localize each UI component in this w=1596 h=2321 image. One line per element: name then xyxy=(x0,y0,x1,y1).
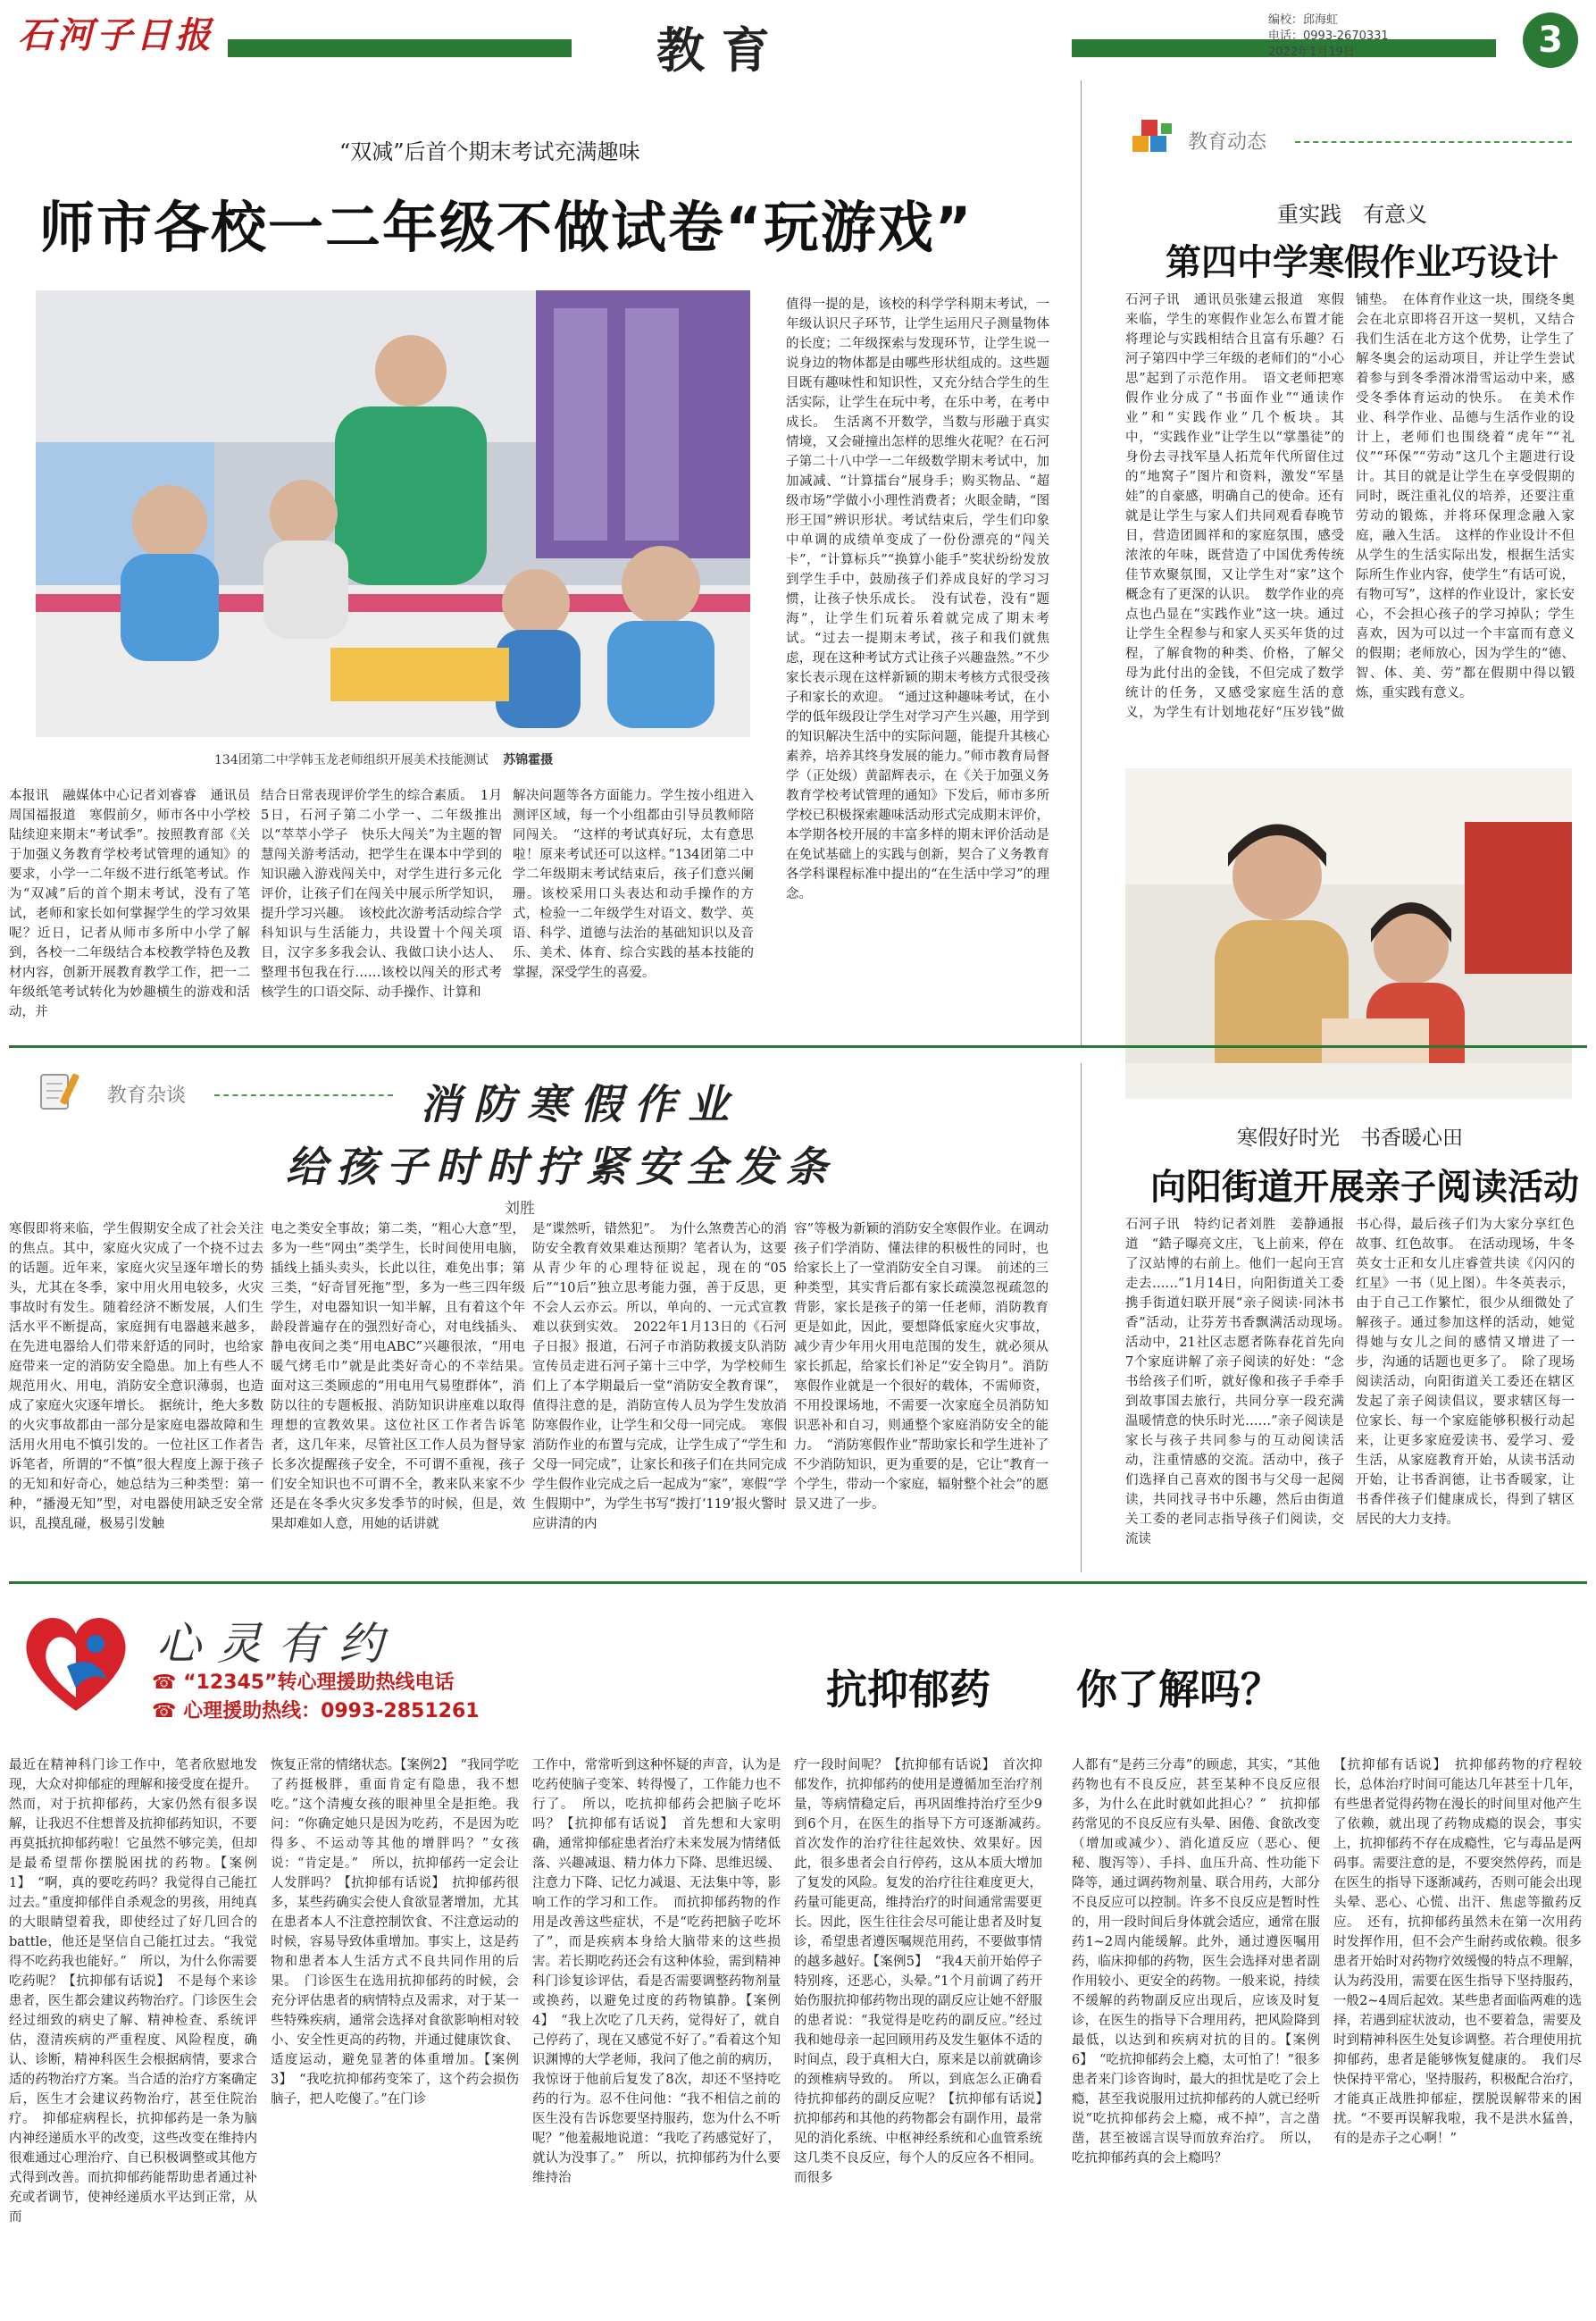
phone-icon-2: ☎ xyxy=(152,1700,184,1722)
news-col-2: 铺垫。 在体育作业这一块，围绕冬奥会在北京即将召开这一契机，又结合我们生活在北方这个优势，让学生了解冬奥会的运动项目，并让学生尝试着参与到冬季滑冰滑雪运动中来，感受冬季体育运动的快乐。 在美术作业、科学作业、品德与生活作业的设计上，老师们也围绕着“虎年”“礼仪”“环保”“劳动”这几个主题进行设计。其目的就是让学生在享受假期的同时，既注重礼仪的培养，还要注重劳动的锻炼，并将环保理念融入家庭，融入生活。 这样的作业设计不但从学生的生活实际出发，根据生活实际所生作业内容，使学生“有话可说，有物可写”，这样的作业设计，家长安心，不会担心孩子的学习掉队；学生喜欢，因为可以过一个丰富而有意义的假期；老师放心，因为学生的“德、智、体、美、劳”都在假期中得以锻炼，重实践有意义。 xyxy=(1356,293,1575,700)
psych-col-2: 恢复正常的情绪状态。【案例2】 “我同学吃了药挺极胖，重面肯定有隐患，我不想吃。”这个清瘦女孩的眼神里全是拒绝。我问：“你确定她只是因为吃药，不是因为吃得多、不运动等其他的增胖吗？”女孩说：“肯定是。” 所以，抗抑郁药一定会让人发胖吗？【抗抑郁有话说】 抗抑郁药很多，某些药确实会使人食欲显著增加，尤其在患者本人不注意控制饮食、不注意运动的时候，容易导致体重增加。事实上，这是药物和患者本人生活方式不良共同作用的后果。 门诊医生在选用抗抑郁药的时候，会充分评估患者的病情特点及需求，对于某一些特殊疾病，通常会选择对食欲影响相对较小、安全性更高的药物，并通过健康饮食、适度运动，避免显著的体重增加。【案例3】 “我吃抗抑郁药变笨了，这个药会损伤脑子，把人吃傻了。”在门诊 xyxy=(271,1758,519,2107)
fire-column-title: 教育杂谈 xyxy=(107,1085,187,1107)
fire-headline-line1: 消防寒假作业 xyxy=(420,1080,741,1128)
reading-photo xyxy=(1125,768,1572,1099)
fire-column-header xyxy=(36,1068,393,1114)
psych-headline-a: 抗抑郁药 xyxy=(826,1665,990,1714)
notepad-pencil-icon xyxy=(36,1068,82,1114)
fire-col-3: 是“谍然听，错然犯”。 为什么煞费苦心的消防安全教育效果难达预期？笔者认为，这要从青少年的心理特征说起，现在的“05后”“10后”独立思考能力强，善于反思，更不会人云亦云。所以，单向的、一元式宣教难以获到实效。 2022年1月13日的《石河子日报》报道，石河子市消防救援支队消防宣传员走进石河子第十三中学，为学校师生们上了本学期最后一堂“消防安全教育课”，值得注意的是，消防宣传人员为学生发放消防寒假作业，让学生和父母一同完成。 寒假消防作业的布置与完成，让学生成了“学生和父母一同完成”，让家长和孩子们在共同完成学生假作业完成之后一起成为“家”，寒假“学生假期中”，为学生书写“拨打‘119’报火警时应讲清的内 xyxy=(532,1222,787,1531)
phone-line: 电话：0993-2670331 xyxy=(1268,29,1389,43)
parent-child-reading-illustration xyxy=(1125,768,1572,1099)
hotline-2-text: 心理援助热线：0993-2851261 xyxy=(183,1700,480,1722)
main-col-1: 本报讯 融媒体中心记者刘睿睿 通讯员周国福报道 寒假前夕，师市各中小学校陆续迎来期末“考试季”。按照教育部《关于加强义务教育学校考试管理的通知》的要求，小学一二年级不进行纸笔考试。作为“双减”后的首个期末考试，没有了笔试，老师和家长如何掌握学生的学习效果呢？近日，记者从师市多所中小学了解到，各校一二年级结合本校教学特色及教材内容，创新开展教育教学工作，把一二年级纸笔考试转化为妙趣横生的游戏和活动，并 xyxy=(9,789,250,1019)
fire-byline: 刘胜 xyxy=(505,1200,535,1218)
news-column-dash xyxy=(1295,141,1572,143)
hotline-1-text: “12345”转心理援助热线电话 xyxy=(183,1672,455,1694)
reading-col-1: 石河子讯 特约记者刘胜 姜静通报道 “鋯子曝亮文庄，飞上前来，停在了汉站博的右前上。他们一起向王宫走去……”1月14日，向阳街道关工委携手街道妇联开展“亲子阅读·同沐书香”活动，让芬芳书香飘满活动现场。 活动中，21社区志愿者陈春花首先向7个家庭讲解了亲子阅读的好处：“念书给孩子们听，就好像和孩子手牵手到故事国去旅行，共同分享一段充满温暖情意的快乐时光……”亲子阅读是家长与孩子共同参与的互动阅读活动，注重情感的交流。活动中，孩子们选择自己喜欢的图书与父母一起阅读，共同找寻书中乐趣，然后由街道关工委的老同志指导孩子们阅读，交流读 xyxy=(1125,1218,1344,1546)
main-col-2: 结合日常表现评价学生的综合素质。 1月5日，石河子第二小学一、二年级推出以“萃萃小学子 快乐大闯关”为主题的智慧闯关游考活动，把学生在课本中学到的知识融入游戏闯关中，对学生进行多元化评价，让孩子们在闯关中展示所学知识，提升学习兴趣。 该校此次游考活动综合学科知识与生活能力，共设置十个闯关项目，汉字多多我会认、我做口诀小达人、整理书包我在行……该校以闯关的形式考核学生的口语交际、动手操作、计算和 xyxy=(261,789,502,1000)
lower-separator xyxy=(9,1581,1587,1584)
main-photo-credit: 苏锦霍摄 xyxy=(503,753,554,767)
psych-hotlines xyxy=(152,1669,480,1726)
classroom-photo-illustration xyxy=(36,290,750,737)
main-col-3: 解决问题等各方面能力。学生按小组进入测评区域，每一个小组都由引导员教师陪同闯关。 “这样的考试真好玩，太有意思啦！原来考试还可以这样。”134团第二中学二年级期末考试结束后，孩子们意兴阑珊。该校采用口头表达和动手操作的方式，检验一二年级学生对语文、数学、英语、科学、道德与法治的基础知识以及音乐、美术、体育、综合实践的基本技能的掌握，深受学生的喜爱。 xyxy=(513,789,754,980)
hotline-1 xyxy=(152,1669,480,1697)
main-kicker: “双减”后首个期末考试充满趣味 xyxy=(339,139,640,164)
psych-col-3: 工作中，常常听到这种怀疑的声音，认为是吃药使脑子变笨、转得慢了，工作能力也不行了。 所以，吃抗抑郁药会把脑子吃坏吗？【抗抑郁有话说】 首先想和大家明确，通常抑郁症患者治疗未来发展为情绪低落、兴趣减退、精力体力下降、思维迟缓、注意力下降、记忆力减退、无法集中等，影响工作的学习和工作。 而抗抑郁药物的作用是改善这些症状，不是“吃药把脑子吃坏了”，而是疾病本身给大脑带来的这些损害。若长期吃药还会有这种体验，需到精神科门诊复诊评估，看是否需要调整药物剂量或换药，以避免过度的药物镇静。【案例4】 “我上次吃了几天药，觉得好了，就自己停药了，现在又感觉不好了。”看着这个知识渊博的大学老师，我问了他之前的病历，我惊讶于他前后复发了8次，却还不坚持吃药的行为。忍不住问他：“我不相信之前的医生没有告诉您要坚持服药，您为什么不听呢？”他羞赧地说道：“我吃了药感觉好了，就认为没事了。” 所以，抗抑郁药为什么要维持治 xyxy=(532,1758,781,2185)
fire-col-2: 电之类安全事故；第二类，“粗心大意”型，多为一些“网虫”类学生，长时间使用电脑，插线上插头卖头，长此以往，难免出事；第三类，“好奇冒死拖”型，多为一些三四年级学生，对电器知识一知半解，且有着这个年龄段普遍存在的强烈好奇心，对电线插头、静电夜间之类“用电ABC”兴趣很浓，“用电暖气烤毛巾”就是此类好奇心的不幸结果。 面对这三类顾虑的“用电用气易堕群体”，消防以往的专题板报、消防知识讲座难以取得理想的宣教效果。这位社区工作者告诉笔者，这几年来，尽管社区工作人员为督导家长多次提醒孩子安全，不可谓不重视，孩子们安全知识也不可谓不全，教来队来家不少还是在冬季火灾多发季节的时候，但是，效果却难如人意，用她的话讲就 xyxy=(271,1222,525,1531)
section-title xyxy=(656,13,770,81)
news-kicker: 重实践 有意义 xyxy=(1277,202,1427,227)
hotline-2 xyxy=(152,1697,480,1726)
reading-headline: 向阳街道开展亲子阅读活动 xyxy=(1150,1167,1579,1208)
psych-col-4: 疗一段时间呢？【抗抑郁有话说】 首次抑郁发作，抗抑郁药的使用是遵循加至治疗剂量，等病情稳定后，再巩固维持治疗至少9到6个月，在医生的指导下方可逐渐减药。 首次发作的治疗往往起效快、效果好。因此，很多患者会自行停药，这从本质大增加了复发的风险。复发的治疗往往难度更大，药量可能更高，维持治疗的时间通常需要更长。因此，医生往往会尽可能让患者及时复诊，希望患者遵医嘱规范用药，不要做事情的越多越好。【案例5】 “我4天前开始停子特别疼，还恶心，头晕。”1个月前调了药开始伤服抗抑郁药物出现的副反应让她不舒服的患者说：“我觉得是吃药的副反应。”经过我和她母亲一起回顾用药及发生躯体不适的时间点，段于真相大白，原来是以前就确诊的颈椎病导致的。 所以，到底怎么正确看待抗抑郁药的副反应呢？【抗抑郁有话说】 抗抑郁药和其他的药物都会有副作用，最常见的消化系统、中枢神经系统和心血管系统这几类不良反应，每个人的反应各不相同。而很多 xyxy=(794,1758,1042,2185)
fire-col-1: 寒假即将来临，学生假期安全成了社会关注的焦点。其中，家庭火灾成了一个挠不过去的话题。近年来，家庭火灾呈逐年增长的势头，尤其在冬季，家中用火用电较多，火灾事故时有发生。随着经济不断发展，人们生活水平不断提高，家庭拥有电器越来越多，在先进电器给人们带来舒适的同时，也给家庭带来一定的消防安全隐患。加上有些人不规范用火、用电，消防安全意识薄弱，也造成了家庭火灾逐年增长。 据统计，绝大多数的火灾事故都由一部分是家庭电器故障和生活用火用电不慎引发的。一位社区工作者告诉笔者，所谓的“不慎”很大程度上源于孩子的无知和好奇心，她总结为三种类型：第一种，“播漫无知”型，对电器使用缺乏安全常识，乱摸乱碰，极易引发触 xyxy=(9,1222,263,1531)
psych-logo-title: 心灵有约 xyxy=(156,1618,399,1670)
main-photo-caption xyxy=(214,750,553,768)
main-photo xyxy=(36,290,750,737)
news-col-1: 石河子讯 通讯员张建云报道 寒假来临，学生的寒假作业怎么布置才能将理论与实践相结合且富有乐趣？石河子第四中学三年级的老师们的“小心思”起到了示范作用。 语文老师把寒假作业分成了“书面作业”“通读作业”和“实践作业”几个板块。其中，“实践作业”让学生以“掌墨徒”的身份去寻找军垦人拓荒年代所留住过的“地窝子”图片和资料，激发“军垦娃”的自豪感，明确自己的使命。还有就是让学生与家人们共同观看春晚节目，营造团圆祥和的家庭氛围，感受浓浓的年味，既营造了中国优秀传统佳节欢聚氛围，又让学生对“家”这个概念有了更深的认识。 数学作业的亮点也凸显在“实践作业”这一块。通过让学生全程参与和家人买买年货的过程，了解食物的种类、价格，了解父母为此付出的金钱，不但完成了数学统计的任务，又感受家庭生活的意义，为学生有计划地花好“压岁钱”做 xyxy=(1125,293,1344,719)
main-headline: 师市各校一二年级不做试卷“玩游戏” xyxy=(39,195,973,260)
reading-kicker: 寒假好时光 书香暖心田 xyxy=(1237,1127,1463,1150)
paper-logo: 石河子日报 xyxy=(18,14,214,56)
main-photo-caption-text: 134团第二中学韩玉龙老师组织开展美术技能测试 xyxy=(214,753,489,767)
main-col-4: 值得一提的是，该校的科学学科期末考试，一年级认识尺子环节，让学生运用尺子测量物体的长度；二年级探索与发现环节，让学生说一说身边的物体都是由哪些形状组成的。这些题目既有趣味性和知识性，又充分结合学生的生活实际，让学生在玩中考，在乐中考，在考中成长。 生活离不开数学，当数与形融于真实情境，又会碰撞出怎样的思维火花呢？在石河子第二十八中学一二年级数学期末考试中，加加减减、“计算擂台”展身手；购买物品、“超级市场”学做小小理性消费者；火眼金睛，“图形王国”辨识形状。考试结束后，学生们印象中单调的成绩单变成了一份份漂亮的“闯关卡”，“计算标兵”“换算小能手”奖状纷纷发放到学生手中，鼓励孩子们养成良好的学习习惯，让孩子快乐成长。 没有试卷，没有“题海”，让学生们玩着乐着就完成了期末考试。“过去一提期末考试，孩子和我们就焦虑，现在这种考试方式让孩子兴趣盎然。”不少家长表示现在这样新颖的期末考核方式很受孩子和家长的欢迎。 “通过这种趣味考试，在小学的低年级段让学生对学习产生兴趣，用学到的知识解决生活中的实际问题，能提升其核心素养，培养其终身发展的能力。”师市教育局督学（正处级）黄韶辉表示，在《关于加强义务教育学校考试管理的通知》下发后，师市多所学校已积极探索趣味活动形式完成期末评价，本学期各校开展的丰富多样的期末评价活动是在免试基础上的实践与创新，契合了义务教育各学科课程标准中提出的“在生活中学习”的理念。 xyxy=(786,297,1049,901)
fire-headline-line2: 给孩子时时拧紧安全发条 xyxy=(286,1143,836,1191)
editor-line: 编校：邱海虹 xyxy=(1268,13,1339,27)
psych-headline-b: 你了解吗？ xyxy=(1076,1665,1282,1714)
psych-col-5: 人都有“是药三分毒”的顾虑，其实，“其他药物也有不良反应，甚至某种不良反应很多，为什么在此时就如此担心？” 抗抑郁药常见的不良反应有头晕、困倦、食欲改变（增加或减少）、消化道反应（恶心、便秘、腹泻等）、手抖、血压升高、性功能下降等，通过调药物剂量、联合用药，大部分不良反应可以控制。许多不良反应是暂时性的，用一段时间后身体就会适应，通常在服药1~2周内能缓解。此外，通过遵医嘱用药，临床抑郁的药物，医生会选择对患者副作用较小、更安全的药物。一般来说，持续不缓解的药物副反应出现后，应该及时复诊，在医生的指导下合理用药，把风险降到最低，以达到和疾病对抗的目的。【案例6】 “吃抗抑郁药会上瘾，太可怕了！”很多患者来门诊咨询时，最大的担忧是吃了会上瘾，甚至我说服用过抗抑郁药的人就已经听说“吃抗抑郁药会上瘾，戒不掉”，言之凿凿，甚至被谣言误导而放弃治疗。 所以，吃抗抑郁药真的会上瘾吗？ xyxy=(1072,1758,1320,2166)
reading-col-2: 书心得，最后孩子们为大家分享红色故事、红色故事。 在活动现场，牛冬英女士正和女儿庄睿萱共读《闪闪的红星》一书（见上图）。牛冬英表示，由于自己工作繁忙，很少从细微处了解孩子。通过参加这样的活动，她觉得她与女儿之间的感情又增进了一步，沟通的话题也更多了。 除了现场阅读活动，向阳街道关工委还在辖区发起了亲子阅读倡议，要求辖区每一位家长、每一个家庭能够积极行动起来，让更多家庭爱读书、爱学习、爱生活，从家庭教育开始，从读书活动开始，让书香润德，让书香暖家，让书香伴孩子们健康成长，得到了辖区居民的大力支持。 xyxy=(1356,1218,1575,1527)
section-title-text: 教 育 xyxy=(656,21,770,79)
psych-col-1: 最近在精神科门诊工作中，笔者欣慰地发现，大众对抑郁症的理解和接受度在提升。然而，对于抗抑郁药，大家仍然有很多误解，让我迟不住想普及抗抑郁药知识，不要再莫抵抗抑郁药啦！它虽然不够完美，但却是最希望帮你摆脱困扰的药物。【案例1】 “啊，真的要吃药吗？我觉得自己能扛过去。”重度抑郁伴自杀观念的男孩，用纯真的大眼睛望着我，即使经过了好几回合的battle，他还是坚信自己能扛过去。“我觉得不吃药我也能好。” 所以，为什么你需要吃药呢？【抗抑郁有话说】 不是每个来诊患者，医生都会建议药物治疗。门诊医生会经过细致的病史了解、精神检查、系统评估，澄清疾病的严重程度、风险程度，确认、诊断，精神科医生会根据病情，要求合适的药物治疗方案。当合适的治疗方案确定后，医生才会建议药物治疗，甚至住院治疗。 抑郁症病程长，抗抑郁药是一条为脑内神经递质水平的改变，这些改变在维持内很难通过心理治疗、自已积极调整或其他方式得到改善。而抗抑郁药能帮助患者通过补充或者调节，使神经递质水平达到正常，从而 xyxy=(9,1758,257,2225)
phone-icon: ☎ xyxy=(152,1672,184,1694)
news-column-title: 教育动态 xyxy=(1188,131,1267,154)
fire-column-dash xyxy=(214,1094,393,1096)
psych-col-6: 【抗抑郁有话说】 抗抑郁药物的疗程较长，总体治疗时间可能达几年甚至十几年，有些患者觉得药物在漫长的时间里对他产生了依赖，就出现了药物成瘾的误会，事实上，抗抑郁药不存在成瘾性，它与毒品是两码事。需要注意的是，不要突然停药，而是在医生的指导下逐渐减药，否则可能会出现头晕、恶心、心慌、出汗、焦虑等撤药反应。 还有，抗抑郁药虽然未在第一次用药时发挥作用，但不会产生耐药或依赖。很多患者开始时对药物疗效缓慢的特点不理解，认为药没用，需要在医生指导下坚持服药，一般2~4周后起效。某些患者面临两难的选择，若遇到症状波动，也不要着急，需要及时到精神科医生处复诊调整。若合理使用抗抑郁药，患者是能够恢复健康的。 我们尽快保持平常心，坚持服药，积极配合治疗，才能真正战胜抑郁症，摆脱误解带来的困扰。“不要再误解我啦，我不是洪水猛兽，有的是赤子之心啊！” xyxy=(1333,1758,1582,2146)
masthead-info xyxy=(1268,13,1389,61)
fire-divider xyxy=(1081,1063,1082,1572)
news-headline: 第四中学寒假作业巧设计 xyxy=(1166,242,1558,283)
column-divider xyxy=(1081,80,1082,1045)
masthead-gap xyxy=(572,9,1072,63)
date-line: 2022年1月19日 xyxy=(1268,46,1355,59)
news-column-header xyxy=(1125,116,1572,161)
psych-logo xyxy=(13,1604,138,1720)
blocks-icon xyxy=(1125,116,1179,161)
fire-col-4: 容”等极为新颖的消防安全寒假作业。在调动孩子们学消防、懂法律的积极性的同时，也给家长上了一堂消防安全自习课。 前述的三种类型，其实背后都有家长疏漠忽视疏忽的背影，家长是孩子的第一任老师，消防教育更是如此，因此，要想降低家庭火灾事故，减少青少年用火用电范围的发生，就必须从家长抓起，给家长们补足“安全钩月”。消防寒假作业就是一个很好的载体，不需师资，不用投课场地，不需要一次家庭全员消防知识恶补和自习，则通整个家庭消防安全的能力。 “消防寒假作业”帮助家长和学生进补了不少消防知识，更为重要的是，它让“教育一个学生，带动一个家庭，辐射整个社会”的愿景又进了一步。 xyxy=(794,1222,1049,1512)
heart-person-icon xyxy=(13,1604,138,1720)
page-number: 3 xyxy=(1523,13,1578,68)
mid-separator xyxy=(9,1045,1587,1048)
